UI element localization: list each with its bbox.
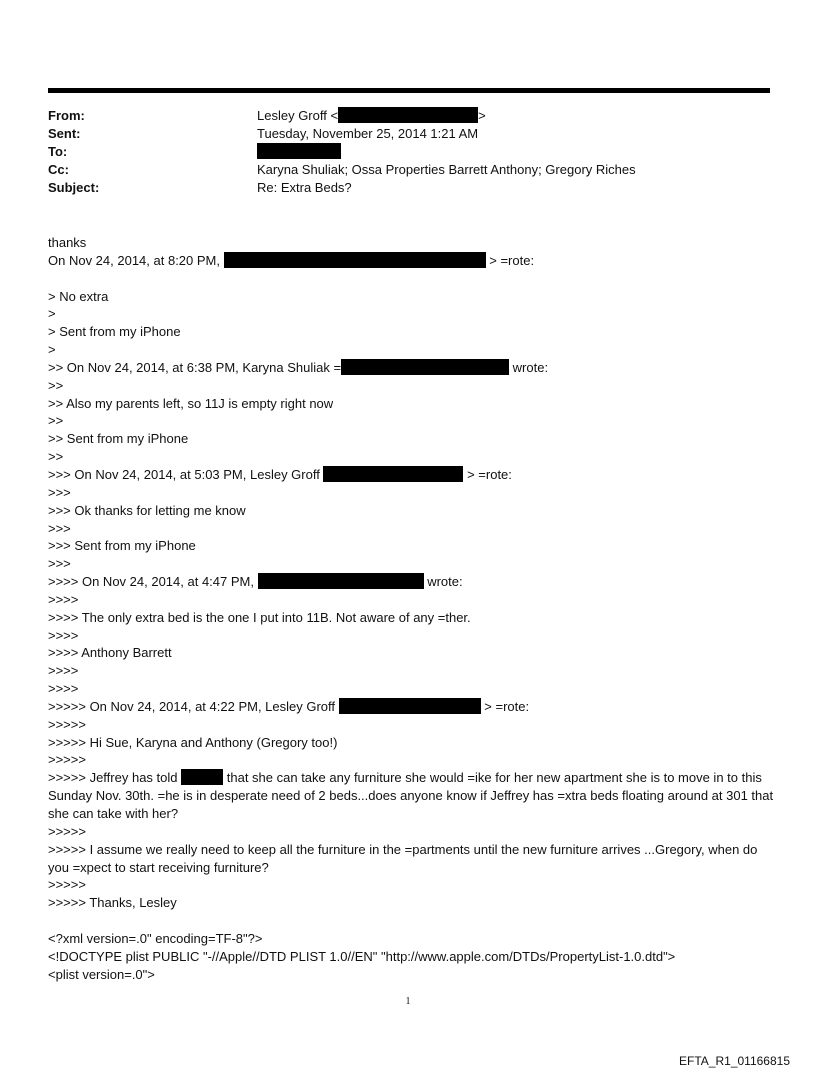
bates-number: EFTA_R1_01166815 <box>679 1054 790 1068</box>
body-line <box>48 252 778 270</box>
blank-line <box>48 270 778 288</box>
body-line <box>48 573 778 591</box>
body-paragraph <box>48 769 778 823</box>
header-rule <box>48 88 770 93</box>
body-line: >>>> <box>48 681 79 697</box>
body-line: >>>>> <box>48 752 86 768</box>
body-line: <!DOCTYPE plist PUBLIC "-//Apple//DTD PLIST 1.0//EN" "http://www.apple.com/DTDs/PropertyList-1.0.dtd"> <box>48 948 676 964</box>
body-line: > <box>48 342 56 358</box>
body-line: >>> <box>48 484 71 500</box>
redaction-box <box>224 252 486 268</box>
subject-label: Subject: <box>48 180 100 195</box>
body-line: >>>> The only extra bed is the one I put into 11B. Not aware of any =ther. <box>48 609 471 625</box>
body-line <box>48 466 778 484</box>
from-bracket: > <box>478 108 486 123</box>
from-label: From: <box>48 108 85 123</box>
body-line: <?xml version=.0" encoding=TF-8"?> <box>48 930 263 946</box>
body-line: > Sent from my iPhone <box>48 324 181 340</box>
body-line: >>>> <box>48 627 79 643</box>
redaction-box <box>258 573 424 589</box>
body-line: > <box>48 306 56 322</box>
body-line: >> <box>48 377 64 393</box>
body-line: >>> Sent from my iPhone <box>48 538 196 554</box>
body-text: > =rote: <box>467 466 512 482</box>
body-text: >>> On Nov 24, 2014, at 5:03 PM, Lesley Groff <box>48 466 320 482</box>
body-paragraph: >>>>> I assume we really need to keep all the furniture in the =partments until the new furniture arrives ...Gregory, when do you =xpect to start receiving furniture? <box>48 841 758 875</box>
redaction-box <box>338 107 478 123</box>
redaction-box <box>341 359 509 375</box>
body-line: >>>> <box>48 591 79 607</box>
from-value <box>257 107 486 125</box>
to-label: To: <box>48 144 68 159</box>
body-text: >> On Nov 24, 2014, at 6:38 PM, Karyna Shuliak = <box>48 359 342 375</box>
body-line: >>>>> Thanks, Lesley <box>48 895 177 911</box>
blank-line <box>48 912 778 930</box>
body-line: >>>>> <box>48 716 86 732</box>
body-line: <plist version=.0"> <box>48 966 155 982</box>
body-line <box>48 698 778 716</box>
body-line: >>>> Anthony Barrett <box>48 645 172 661</box>
body-text: that she can take any furniture she would =ike for her new apartment she is to move in to this Sunday Nov. 30th. =he is in desperate need of 2 beds...does anyone know if Jeffrey has =xtra beds floating around at 301 that she can take with her? <box>48 770 774 821</box>
cc-label: Cc: <box>48 162 69 177</box>
body-line: >>> <box>48 520 71 536</box>
body-text: On Nov 24, 2014, at 8:20 PM, <box>48 252 220 268</box>
body-line: >>> <box>48 556 71 572</box>
body-line: >>>> <box>48 663 79 679</box>
sent-label: Sent: <box>48 126 81 141</box>
redaction-box <box>257 143 341 159</box>
subject-value: Re: Extra Beds? <box>257 180 352 195</box>
body-line: >> <box>48 449 64 465</box>
body-line: >> <box>48 413 64 429</box>
message-body <box>48 234 778 983</box>
body-line: >> Sent from my iPhone <box>48 431 189 447</box>
body-text: >>>> On Nov 24, 2014, at 4:47 PM, <box>48 574 254 590</box>
from-name: Lesley Groff < <box>257 108 339 123</box>
body-text: wrote: <box>512 359 549 375</box>
body-text: wrote: <box>427 574 463 590</box>
cc-value: Karyna Shuliak; Ossa Properties Barrett Anthony; Gregory Riches <box>257 162 636 177</box>
body-line: thanks <box>48 235 87 250</box>
redaction-box <box>323 466 463 482</box>
body-line: >>>>> <box>48 823 86 839</box>
body-line: >>> Ok thanks for letting me know <box>48 502 246 518</box>
body-text: > =rote: <box>489 252 535 268</box>
body-line <box>48 359 778 377</box>
body-text: >>>>> Jeffrey has told <box>48 770 178 786</box>
body-line: >>>>> Hi Sue, Karyna and Anthony (Gregory too!) <box>48 734 338 750</box>
redaction-box <box>181 769 223 785</box>
body-line: > No extra <box>48 288 109 304</box>
body-text: >>>>> On Nov 24, 2014, at 4:22 PM, Lesley Groff <box>48 698 336 714</box>
body-line: >> Also my parents left, so 11J is empty right now <box>48 395 334 411</box>
redaction-box <box>339 698 481 714</box>
to-value <box>257 143 341 161</box>
body-text: > =rote: <box>484 698 530 714</box>
sent-value: Tuesday, November 25, 2014 1:21 AM <box>257 126 479 141</box>
page-number: 1 <box>405 996 411 1007</box>
body-line: >>>>> <box>48 877 86 893</box>
